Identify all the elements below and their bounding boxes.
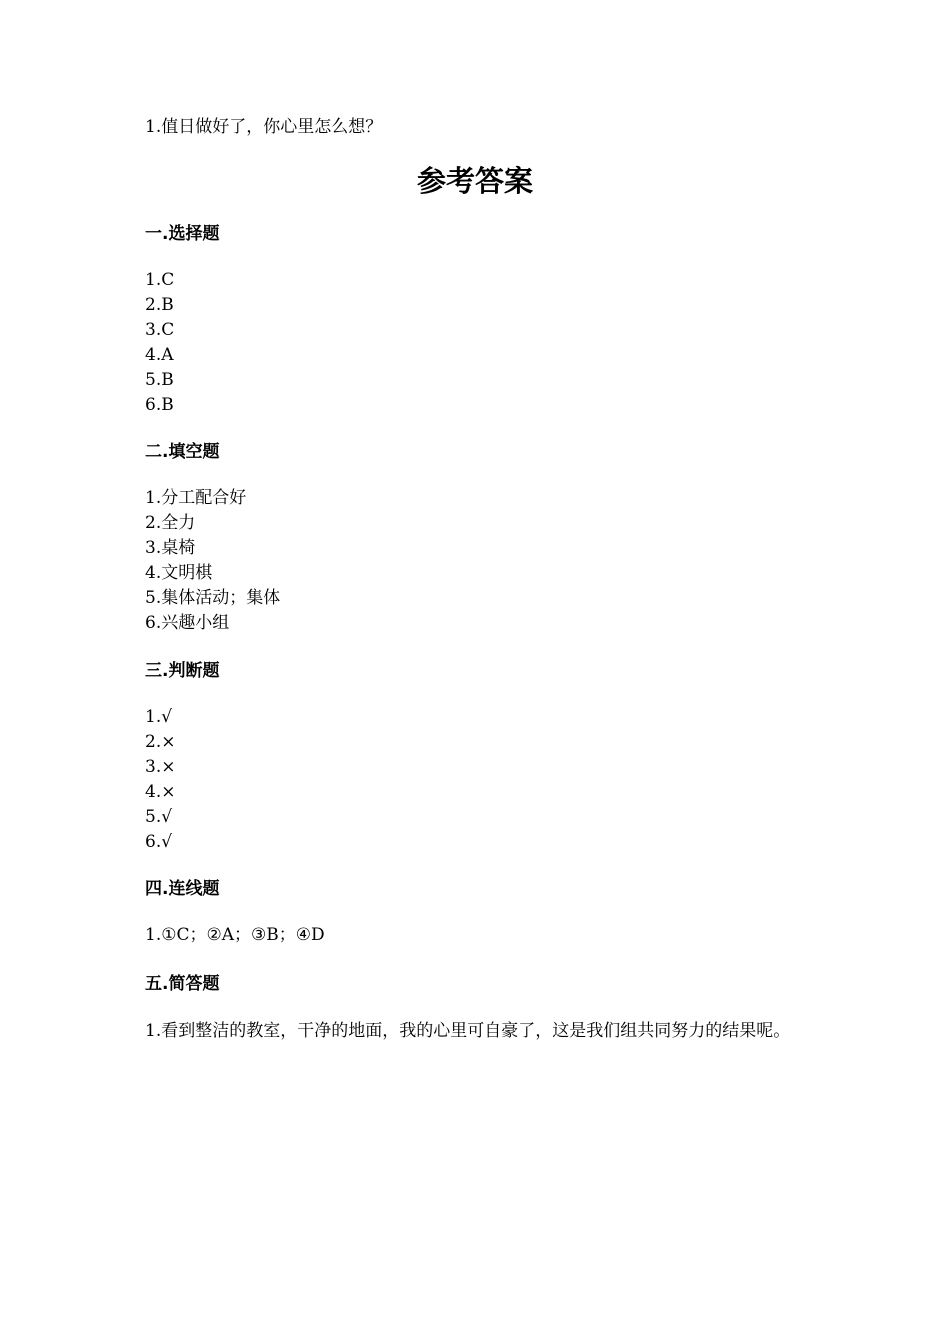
answer-item: 1.看到整洁的教室，干净的地面，我的心里可自豪了，这是我们组共同努力的结果呢。 <box>145 1021 791 1041</box>
answer-list <box>145 486 805 636</box>
answer-item: 1.C <box>145 270 175 290</box>
answer-item: 5.B <box>145 370 174 390</box>
section-heading: 二.填空题 <box>145 442 220 462</box>
answer-item: 5.√ <box>145 807 173 827</box>
answer-list <box>145 268 805 418</box>
section-heading: 五.简答题 <box>145 974 220 994</box>
section-heading: 四.连线题 <box>145 879 220 899</box>
section-fill-in-blank <box>145 440 805 636</box>
answer-item: 6.兴趣小组 <box>145 613 230 633</box>
answer-item: 6.√ <box>145 832 173 852</box>
answer-item: 1.√ <box>145 707 173 727</box>
answer-item: 4.A <box>145 345 174 365</box>
answer-item: 1.①C；②A；③B；④D <box>145 925 325 945</box>
answer-list <box>145 705 805 855</box>
question-text: 1.值日做好了，你心里怎么想？ <box>145 117 383 137</box>
section-short-answer <box>145 972 805 1045</box>
answer-item: 5.集体活动；集体 <box>145 588 281 608</box>
section-multiple-choice <box>145 222 805 418</box>
section-heading: 一.选择题 <box>145 224 220 244</box>
answer-item: 2.× <box>145 732 176 752</box>
answer-item: 4.文明棋 <box>145 563 213 583</box>
answer-item: 6.B <box>145 395 174 415</box>
answer-item: 1.分工配合好 <box>145 488 247 508</box>
answer-item: 3.桌椅 <box>145 538 196 558</box>
answer-key-title: 参考答案 <box>416 164 533 198</box>
section-heading: 三.判断题 <box>145 661 220 681</box>
answer-item: 4.× <box>145 782 176 802</box>
answer-item: 2.全力 <box>145 513 196 533</box>
answer-item: 3.× <box>145 757 176 777</box>
section-true-false <box>145 659 805 855</box>
answer-list <box>145 1018 805 1045</box>
answer-list <box>145 923 805 948</box>
answer-item: 2.B <box>145 295 174 315</box>
answer-item: 3.C <box>145 320 175 340</box>
section-matching <box>145 877 805 948</box>
